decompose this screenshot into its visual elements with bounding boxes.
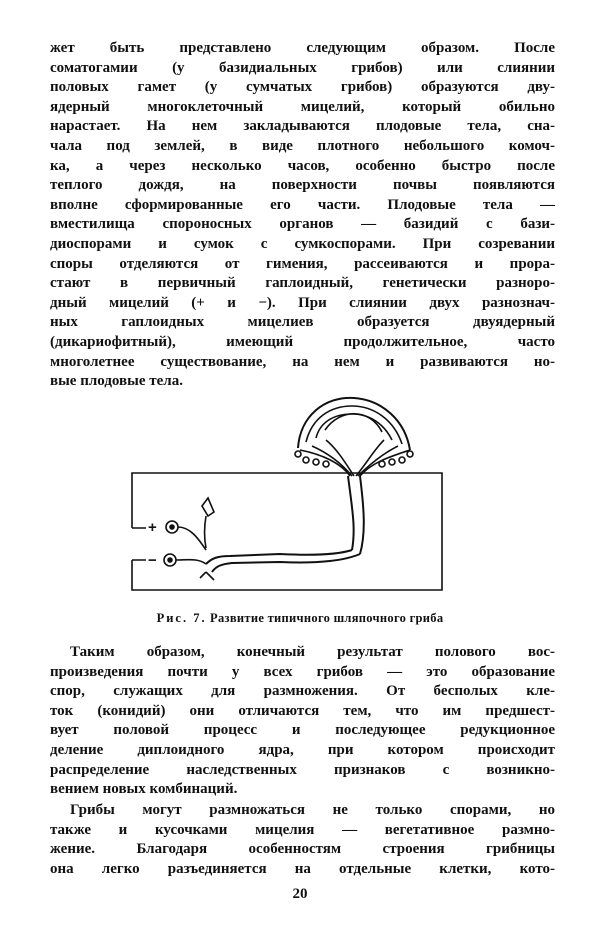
text-line: споры отделяются от гимения, рассеиваются и прора- (50, 255, 555, 272)
mushroom-diagram (120, 388, 460, 593)
text-line: вует половой процесс и последующее редукционное (50, 722, 555, 739)
stipe-outline-right (360, 476, 364, 554)
minus-hypha (176, 560, 206, 564)
text-line: вением новых комбинаций. (50, 781, 238, 798)
branching-hypha (202, 498, 214, 516)
branching-hypha (205, 516, 207, 548)
text-line: распределение наследственных признаков с возникно- (50, 761, 555, 778)
plus-hypha (178, 527, 206, 550)
spore (407, 451, 413, 457)
text-line: ядерный многоклеточный мицелий, который обильно (50, 98, 555, 115)
text-line: Грибы могут размножаться не только спорами, но (70, 802, 555, 818)
text-line: диоспорами и сумок с сумкоспорами. При созревании (50, 235, 555, 252)
spore (295, 451, 301, 457)
text-line: ка, а через несколько часов, особенно быстро после (50, 157, 555, 174)
text-line: нарастает. На нем закладываются плодовые тела, сна- (50, 118, 555, 135)
text-line: дный мицелий (+ и −). При слиянии двух разнознач- (50, 294, 555, 311)
text-line: ток (конидий) они отличаются тем, что им предшест- (50, 702, 555, 719)
text-line: произведения почти у всех грибов — это образование (50, 663, 555, 680)
text-line: также и кусочками мицелия — вегетативное размно- (50, 821, 555, 838)
spore (389, 459, 395, 465)
text-line: она легко разъединяется на отдельные клетки, кото- (50, 860, 555, 877)
plus-spore-nucleus (170, 525, 174, 529)
minus-label: − (148, 552, 157, 569)
soil-frame (132, 473, 442, 590)
text-line: чала под землей, в виде плотного небольшого комоч- (50, 137, 555, 154)
mushroom-development-figure (120, 388, 460, 593)
text-line: (дикариофитный), имеющий продолжительное, часто (50, 333, 555, 350)
spore (323, 461, 329, 467)
gill-line (326, 440, 354, 476)
branching-hypha (200, 572, 214, 580)
text-line: жет быть представлено следующим образом. После (50, 40, 555, 56)
text-line: спор, служащих для размножения. От бесполых кле- (50, 683, 555, 700)
text-line: соматогамии (у базидиальных грибов) или слиянии (50, 59, 555, 76)
figure-caption (0, 611, 600, 626)
plus-label: + (148, 519, 157, 536)
text-line: жение. Благодаря особенностям строения грибницы (50, 841, 555, 858)
spore (313, 459, 319, 465)
paragraph-1 (50, 39, 555, 392)
text-line: половых гамет (у сумчатых грибов) образуются дву- (50, 79, 555, 96)
text-line: вполне сформированные его части. Плодовые тела — (50, 196, 555, 213)
stipe-outline-left (348, 476, 354, 550)
text-line: Таким образом, конечный результат полового вос- (70, 644, 555, 660)
spore (303, 457, 309, 463)
text-line: стают в первичный гаплоидный, генетически разноро- (50, 275, 555, 292)
paragraph-2 (50, 643, 555, 800)
cap-inner (325, 414, 382, 432)
text-line: деление диплоидного ядра, при котором происходит (50, 741, 555, 758)
text-line: вые плодовые тела. (50, 373, 183, 390)
minus-spore-nucleus (168, 558, 172, 562)
frame-tick (132, 528, 146, 560)
caption-label: Рис. 7. (156, 611, 207, 625)
spore (379, 461, 385, 467)
caption-text: Развитие типичного шляпочного гриба (210, 611, 444, 625)
page-number: 20 (292, 886, 308, 902)
text-line: ных гаплоидных мицелиев образуется двуядерный (50, 314, 555, 331)
text-line: вместилища спороносных органов — базидий с бази- (50, 216, 555, 233)
spore (399, 457, 405, 463)
text-line: теплого дождя, на поверхности почвы появляются (50, 177, 555, 194)
paragraph-3 (50, 801, 555, 879)
text-line: многолетнее существование, на нем и развиваются но- (50, 353, 555, 370)
